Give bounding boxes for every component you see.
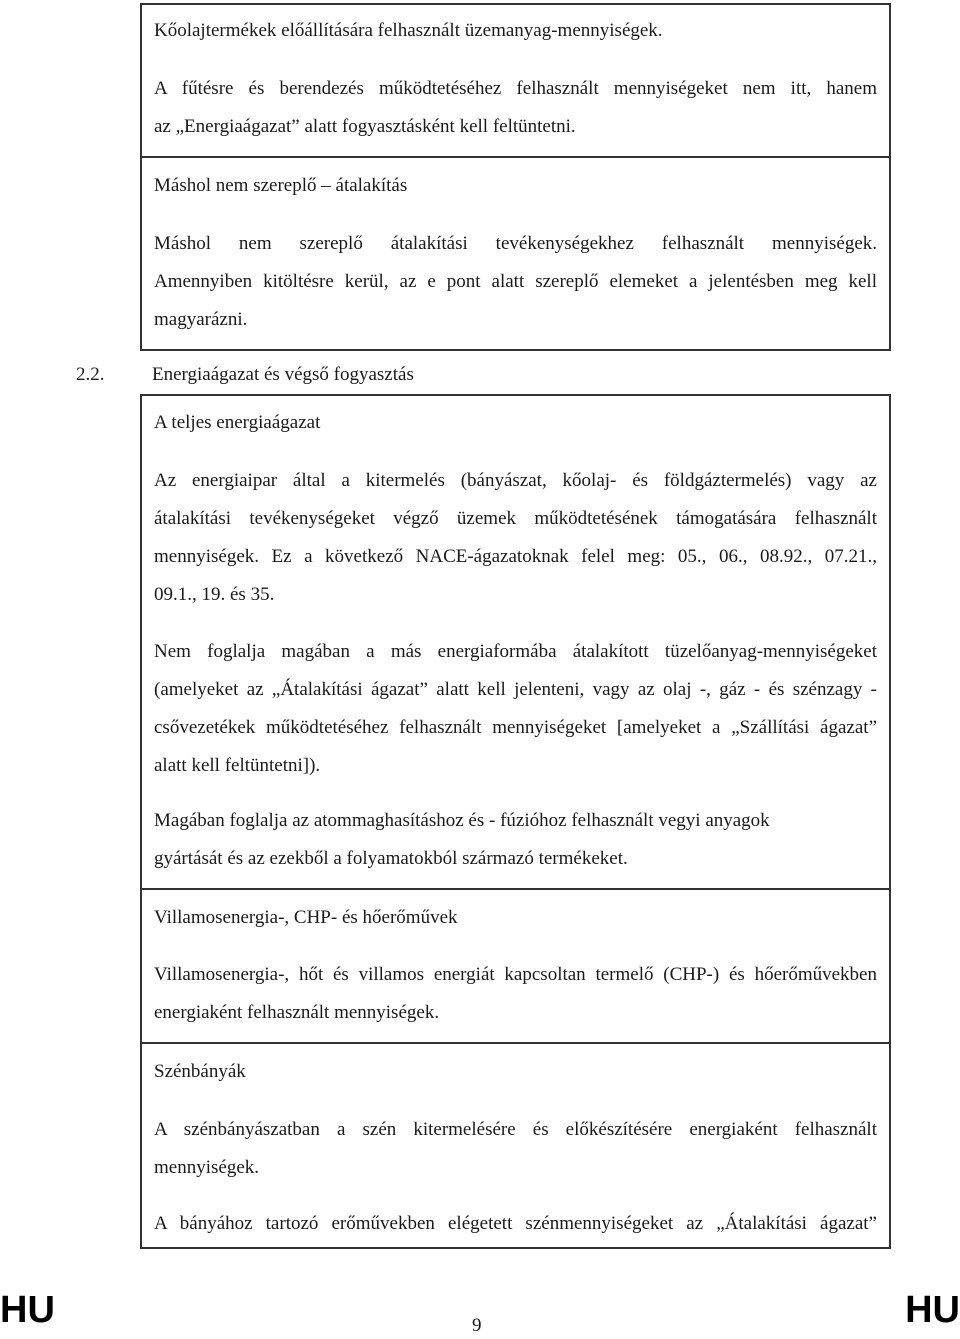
- text-line: mennyiségek. Ez a következő NACE-ágazatoknak felel meg: 05., 06., 08.92., 07.21.,: [154, 546, 877, 567]
- subheading: A teljes energiaágazat: [154, 412, 321, 433]
- definition-box-2: [140, 394, 891, 1249]
- text-line: 09.1., 19. és 35.: [154, 584, 275, 605]
- language-mark-left: HU: [0, 1289, 55, 1331]
- text-line: Az energiaipar által a kitermelés (bányászat, kőolaj- és földgáztermelés) vagy az: [154, 470, 877, 491]
- text-line: A fűtésre és berendezés működtetéséhez felhasznált mennyiségeket nem itt, hanem: [154, 78, 877, 99]
- row-divider: [142, 1042, 889, 1044]
- text-line: átalakítási tevékenységeket végző üzemek működtetésének támogatására felhasznált: [154, 508, 877, 529]
- text-line: Máshol nem szereplő átalakítási tevékenységekhez felhasznált mennyiségek.: [154, 233, 877, 254]
- section-heading: [76, 362, 414, 388]
- text-line: A szénbányászatban a szén kitermelésére és előkészítésére energiaként felhasznált: [154, 1119, 877, 1140]
- section-number: 2.2.: [76, 364, 105, 385]
- text-line: gyártását és az ezekből a folyamatokból származó termékeket.: [154, 848, 628, 869]
- row-divider: [142, 888, 889, 890]
- text-line: az „Energiaágazat” alatt fogyasztásként kell feltüntetni.: [154, 116, 576, 137]
- text-line: (amelyeket az „Átalakítási ágazat” alatt kell jelenteni, vagy az olaj -, gáz - és szénzagy -: [154, 679, 877, 700]
- subheading: Szénbányák: [154, 1061, 246, 1082]
- page-number: 9: [472, 1315, 482, 1336]
- text-line: mennyiségek.: [154, 1157, 260, 1178]
- text-line: alatt kell feltüntetni]).: [154, 755, 321, 776]
- row-divider: [142, 156, 889, 158]
- text-line: Kőolajtermékek előállítására felhasznált üzemanyag-mennyiségek.: [154, 20, 663, 41]
- subheading: Villamosenergia-, CHP- és hőerőművek: [154, 907, 458, 928]
- definition-box-1: [140, 3, 891, 351]
- text-line: Magában foglalja az atommaghasításhoz és - fúzióhoz felhasznált vegyi anyagok: [154, 810, 770, 831]
- text-line: csővezetékek működtetéséhez felhasznált mennyiségeket [amelyeket a „Szállítási ágazat”: [154, 717, 877, 738]
- language-mark-right: HU: [905, 1289, 960, 1331]
- text-line: Amennyiben kitöltésre kerül, az e pont alatt szereplő elemeket a jelentésben meg kell: [154, 271, 877, 292]
- subheading: Máshol nem szereplő – átalakítás: [154, 175, 408, 196]
- section-title: Energiaágazat és végső fogyasztás: [152, 364, 414, 385]
- text-line: Nem foglalja magában a más energiaformába átalakított tüzelőanyag-mennyiségeket: [154, 641, 877, 662]
- text-line: A bányához tartozó erőművekben elégetett szénmennyiségeket az „Átalakítási ágazat”: [154, 1213, 877, 1234]
- text-line: magyarázni.: [154, 309, 248, 330]
- text-line: Villamosenergia-, hőt és villamos energiát kapcsoltan termelő (CHP-) és hőerőművekben: [154, 964, 877, 985]
- text-line: energiaként felhasznált mennyiségek.: [154, 1002, 440, 1023]
